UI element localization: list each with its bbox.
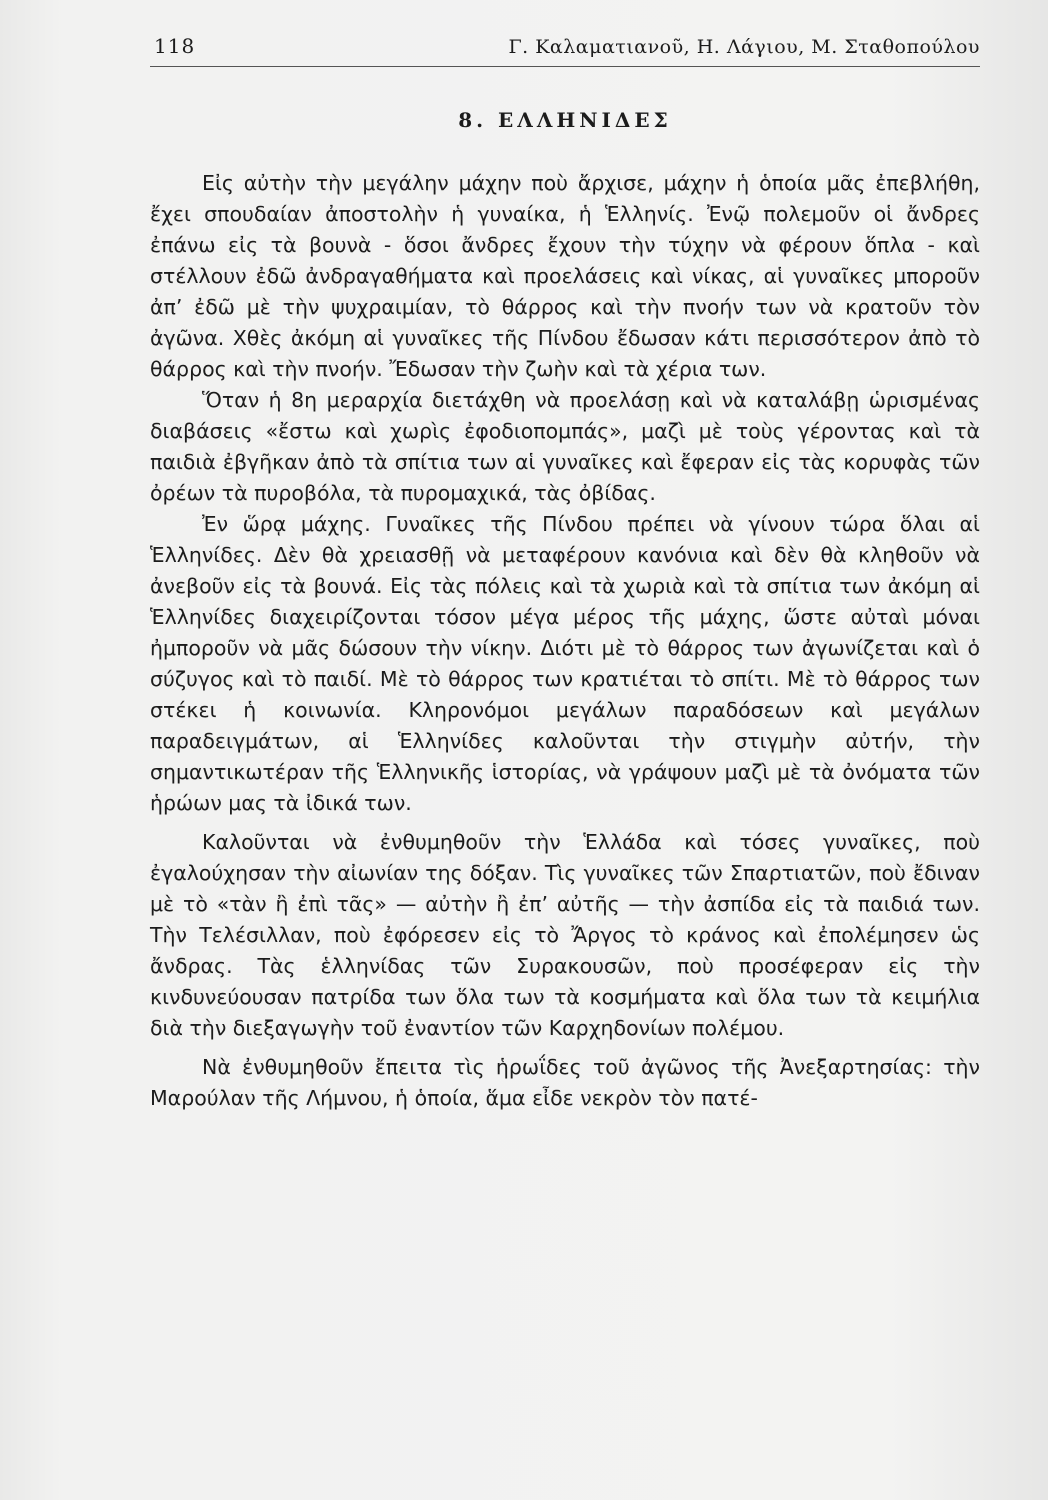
running-head-authors: Γ. Καλαματιανοῦ, Η. Λάγιου, Μ. Σταθοπούλου: [508, 36, 980, 58]
paragraph: Ἐν ὥρᾳ μάχης. Γυναῖκες τῆς Πίνδου πρέπει νὰ γίνουν τώρα ὅλαι αἱ Ἑλληνίδες. Δὲν θὰ χρειασθῇ νὰ μεταφέρουν κανόνια καὶ δὲν θὰ κληθοῦν νὰ ἀνεβοῦν εἰς τὰ βουνά. Εἰς τὰς πόλεις καὶ τὰ χωριὰ καὶ τὰ σπίτια των ἀκόμη αἱ Ἑλληνίδες διαχειρίζονται τόσον μέγα μέρος τῆς μάχης, ὥστε αὐταὶ μόναι ἠμποροῦν νὰ μᾶς δώσουν τὴν νίκην. Διότι μὲ τὸ θάρρος των ἀγωνίζεται καὶ ὁ σύζυγος καὶ τὸ παιδί. Μὲ τὸ θάρρος των κρατιέται τὸ σπίτι. Μὲ τὸ θάρρος των στέκει ἡ κοινωνία. Κληρονόμοι μεγάλων παραδόσεων καὶ μεγάλων παραδειγμάτων, αἱ Ἑλληνίδες καλοῦνται τὴν στιγμὴν αὐτήν, τὴν σημαντικωτέραν τῆς Ἑλληνικῆς ἱστορίας, νὰ γράψουν μαζὶ μὲ τὰ ὀνόματα τῶν ἡρώων μας τὰ ἰδικά των.: [150, 512, 980, 815]
paragraph: Ὅταν ἡ 8η μεραρχία διετάχθη νὰ προελάσῃ καὶ νὰ καταλάβῃ ὡρισμένας διαβάσεις «ἔστω καὶ χωρὶς ἐφοδιοπομπάς», μαζὶ μὲ τοὺς γέροντας καὶ τὰ παιδιὰ ἐβγῆκαν ἀπὸ τὰ σπίτια των αἱ γυναῖκες καὶ ἔφεραν εἰς τὰς κορυφὰς τῶν ὀρέων τὰ πυροβόλα, τὰ πυρομαχικά, τὰς ὀβίδας.: [150, 388, 980, 505]
body-text: [150, 168, 980, 1114]
paragraph: Εἰς αὐτὴν τὴν μεγάλην μάχην ποὺ ἄρχισε, μάχην ἡ ὁποία μᾶς ἐπεβλήθη, ἔχει σπουδαίαν ἀποστολὴν ἡ γυναίκα, ἡ Ἑλληνίς. Ἐνῷ πολεμοῦν οἱ ἄνδρες ἐπάνω εἰς τὰ βουνὰ - ὅσοι ἄνδρες ἔχουν τὴν τύχην νὰ φέρουν ὅπλα - καὶ στέλλουν ἐδῶ ἀνδραγαθήματα καὶ προελάσεις καὶ νίκας, αἱ γυναῖκες μποροῦν ἀπ’ ἐδῶ μὲ τὴν ψυχραιμίαν, τὸ θάρρος καὶ τὴν πνοήν των νὰ κρατοῦν τὸν ἀγῶνα. Χθὲς ἀκόμη αἱ γυναῖκες τῆς Πίνδου ἔδωσαν κάτι περισσότερον ἀπὸ τὸ θάρρος καὶ τὴν πνοήν. Ἔδωσαν τὴν ζωὴν καὶ τὰ χέρια των.: [150, 171, 980, 381]
page-header: [150, 30, 980, 67]
page-number: 118: [154, 34, 196, 58]
paragraph: Νὰ ἐνθυμηθοῦν ἔπειτα τὶς ἡρωΐδες τοῦ ἀγῶνος τῆς Ἀνεξαρτησίας: τὴν Μαρούλαν τῆς Λήμνου, ἡ ὁποία, ἅμα εἶδε νεκρὸν τὸν πατέ-: [150, 1055, 980, 1110]
section-title: 8. ΕΛΛΗΝΙΔΕΣ: [458, 108, 672, 132]
paragraph: Καλοῦνται νὰ ἐνθυμηθοῦν τὴν Ἑλλάδα καὶ τόσες γυναῖκες, ποὺ ἐγαλούχησαν τὴν αἰωνίαν της δόξαν. Τὶς γυναῖκες τῶν Σπαρτιατῶν, ποὺ ἔδιναν μὲ τὸ «τὰν ἢ ἐπὶ τᾶς» — αὐτὴν ἢ ἐπ’ αὐτῆς — τὴν ἀσπίδα εἰς τὰ παιδιά των. Τὴν Τελέσιλλαν, ποὺ ἐφόρεσεν εἰς τὸ Ἄργος τὸ κράνος καὶ ἐπολέμησεν ὡς ἄνδρας. Τὰς ἑλληνίδας τῶν Συρακουσῶν, ποὺ προσέφεραν εἰς τὴν κινδυνεύουσαν πατρίδα των ὅλα των τὰ κοσμήματα καὶ ὅλα των τὰ κειμήλια διὰ τὴν διεξαγωγὴν τοῦ ἐναντίον τῶν Καρχηδονίων πολέμου.: [150, 830, 980, 1040]
